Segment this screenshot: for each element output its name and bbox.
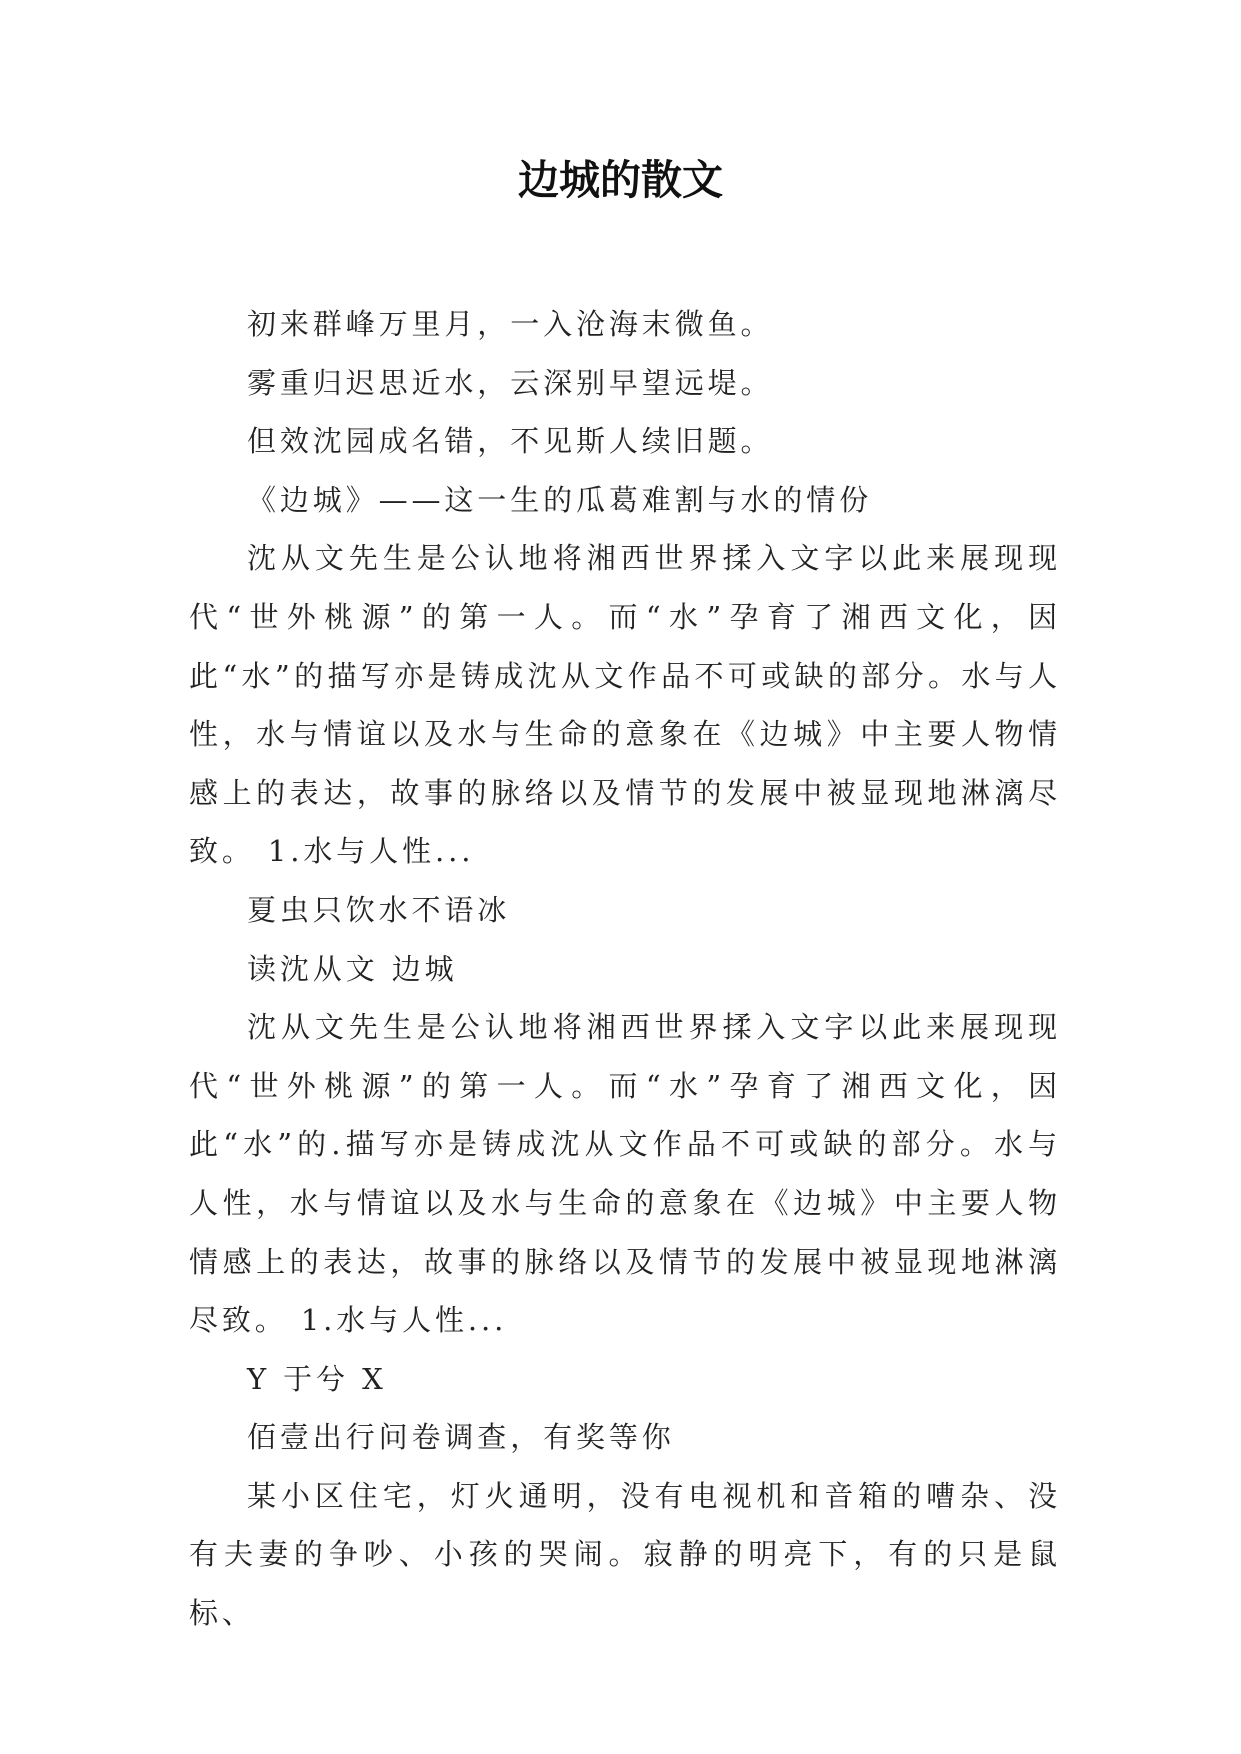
poem-line-2: 雾重归迟思近水，云深别早望远堤。	[247, 365, 774, 400]
article-heading-1: 《边城》——这一生的瓜葛难割与水的情份	[247, 482, 873, 517]
article-heading-3: 佰壹出行问卷调查，有奖等你	[247, 1420, 675, 1455]
poem-line-1: 初来群峰万里月，一入沧海末微鱼。	[247, 307, 774, 341]
author-line: Y 于兮 X	[247, 1361, 387, 1396]
article-excerpt-1: 沈从文先生是公认地将湘西世界揉入文字以此来展现现代“世外桃源”的第一人。而“水”孕育了湘西文化，因此“水”的描写亦是铸成沈从文作品不可或缺的部分。水与人性，水与情谊以及水与生命的意象在《边城》中主要人物情感上的表达，故事的脉络以及情节的发展中被显现地淋漓尽致。 1.水与人性...	[189, 541, 1061, 869]
article-subheading-2: 读沈从文 边城	[247, 951, 458, 986]
article-excerpt-2: 沈从文先生是公认地将湘西世界揉入文字以此来展现现代“世外桃源”的第一人。而“水”孕育了湘西文化，因此“水”的.描写亦是铸成沈从文作品不可或缺的部分。水与人性，水与情谊以及水与生命的意象在《边城》中主要人物情感上的表达，故事的脉络以及情节的发展中被显现地淋漓尽致。 1.水与人性...	[189, 1010, 1061, 1338]
article-excerpt-3: 某小区住宅，灯火通明，没有电视机和音箱的嘈杂、没有夫妻的争吵、小孩的哭闹。寂静的明亮下，有的只是鼠标、	[189, 1478, 1061, 1631]
article-heading-2: 夏虫只饮水不语冰	[247, 892, 511, 927]
poem-line-3: 但效沈园成名错，不见斯人续旧题。	[247, 424, 774, 459]
document-body	[189, 295, 1061, 1643]
document-title: 边城的散文	[518, 156, 723, 204]
